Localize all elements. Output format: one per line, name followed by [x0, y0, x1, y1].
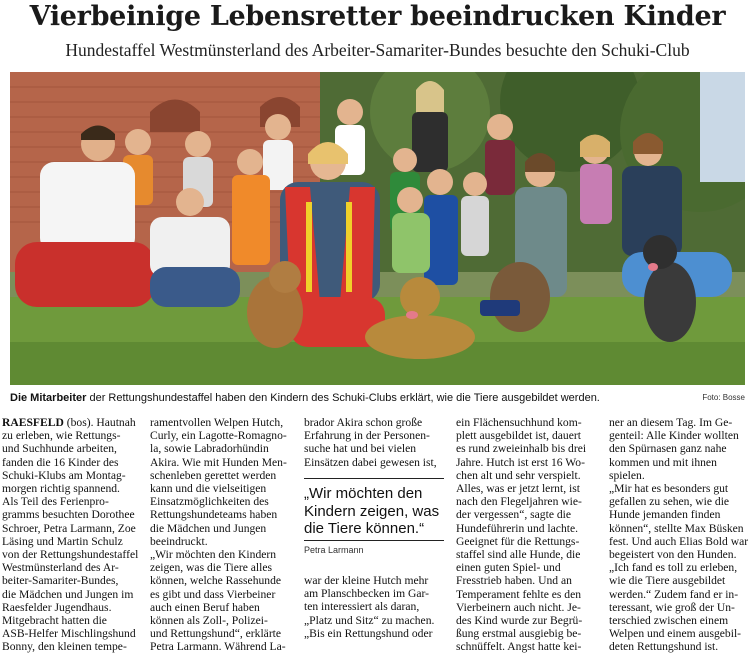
col5-line: gefallen zu sehen, wie die — [609, 495, 730, 509]
caption-text: der Rettungshundestaffel haben den Kindern des Schuki-Clubs erklärt, wie die Tiere ausgebildet werden. — [86, 392, 600, 404]
subheadline: Hundestaffel Westmünsterland des Arbeiter-Samariter-Bundes besuchte den Schuki-Club — [65, 40, 690, 60]
col2-line: und Rettungshund“, erklärte — [150, 627, 282, 641]
col3-line: suche hat und bei vielen — [304, 442, 417, 456]
col4-line: Geeignet für die Rettungs- — [456, 534, 580, 548]
column-3-bottom — [304, 574, 449, 640]
col3-line: am Planschbecken im Gar- — [304, 587, 430, 601]
col2-line: ramentvollen Welpen Hutch, — [150, 416, 284, 429]
col2-line: Rettungshundeteams haben — [150, 508, 278, 522]
col3-line: ten interessiert als daran, — [304, 600, 420, 614]
photo-credit: Foto: Bosse — [702, 393, 745, 402]
col4-line: nach den Flegeljahren wie- — [456, 495, 582, 509]
col5-line: Hunde jemanden finden — [609, 508, 721, 522]
col5-line: spielen. — [609, 468, 645, 482]
pull-quote-rule-top — [304, 478, 444, 479]
col1-line: Läsing und Martin Schulz — [2, 534, 123, 548]
col5-line: können“, stellte Max Büsken — [609, 521, 744, 535]
col4-line: schnüffelt. Angst hatte kei- — [456, 640, 582, 654]
pull-quote-author: Petra Larmann — [304, 544, 364, 555]
pull-quote-text: „Wir möchten den Kindern zeigen, was die Tiere können.“ — [304, 485, 440, 537]
col1-line: Bonny, den kleinen tempe- — [2, 640, 127, 654]
col5-line: den Spürnasen ganz nahe — [609, 442, 727, 456]
col1-line: Schroer, Petra Larmann, Zoe — [2, 521, 136, 535]
group-photo-icon — [10, 72, 745, 385]
column-1 — [2, 416, 139, 654]
col1-line: beiter-Samariter-Bundes, — [2, 574, 119, 588]
col2-line: schenleben gerettet werden — [150, 468, 277, 482]
col4-line: staffel sind alle Hunde, die — [456, 548, 581, 562]
col1-line: ASB-Helfer Mischlingshund — [2, 627, 136, 641]
col4-line: es rund zweieinhalb bis drei — [456, 442, 587, 456]
col1-line: von der Rettungshundestaffel — [2, 548, 139, 562]
col1-line: Westmünsterland des Ar- — [2, 561, 119, 575]
col5-line: „Mir hat es besonders gut — [609, 482, 729, 496]
col5-line: kommen und mit ihnen — [609, 455, 717, 469]
col2-line: können als Zoll-, Polizei- — [150, 614, 268, 628]
col5-line: genteil: Alle Kinder wollten — [609, 429, 739, 443]
col1-line: fanden die 16 Kinder des — [2, 455, 119, 469]
col5-line: fest. Und auch Elias Bold war — [609, 534, 749, 548]
col5-line: terschied zwischen einem — [609, 614, 729, 628]
col1-line: Mitgebracht hatten die — [2, 614, 107, 628]
col1-line: die Mädchen und Jungen im — [2, 587, 134, 601]
col1-line: zu erleben, wie Rettungs- — [2, 429, 121, 443]
col3-line: „Bis ein Rettungshund oder — [304, 626, 433, 640]
pull-quote — [304, 478, 444, 555]
col2-line: „Wir möchten den Kindern — [150, 548, 277, 562]
col3-line: „Platz und Sitz“ zu machen. — [304, 613, 435, 627]
col3-line: Erfahrung in der Personen- — [304, 429, 430, 443]
col5-line: teressant, wie groß der Un- — [609, 600, 735, 614]
column-4 — [456, 416, 593, 654]
col4-line: ßung erstmal ausgiebig be- — [456, 627, 582, 641]
dateline: RAESFELD — [2, 416, 64, 429]
col5-line: ner an diesem Tag. Im Ge- — [609, 416, 733, 429]
col5-line: Welpen und einem ausgebil- — [609, 627, 742, 641]
photo-caption — [10, 389, 745, 407]
col2-line: beeindruckt. — [150, 534, 208, 548]
col4-line: Temperament fehlte es den — [456, 587, 582, 601]
col4-line: plett ausgebildet ist, dauert — [456, 429, 581, 443]
col4-line: einen guten Spiel- und — [456, 561, 561, 575]
col4-line: ein Flächensuchhund kom- — [456, 416, 582, 429]
column-2 — [150, 416, 295, 654]
col3-line: brador Akira schon große — [304, 416, 423, 429]
col2-line: Einsatzmöglichkeiten des — [150, 495, 269, 509]
article-photo — [10, 72, 745, 385]
col1-line: und Suchhunde arbeiten, — [2, 442, 117, 456]
col5-line: deten Rettungshund ist. — [609, 640, 719, 654]
col4-line: Hundeführerin und lachte. — [456, 521, 579, 535]
col2-line: auch einen Beruf haben — [150, 600, 260, 614]
col1-line: Als Teil des Ferienpro- — [2, 495, 109, 509]
col2-line: können, welche Rassehunde — [150, 574, 282, 588]
col2-line: zeigen, was die Tiere alles — [150, 561, 273, 575]
col4-line: Vierbeinern auch nicht. Je- — [456, 600, 581, 614]
col4-line: chen alt und sehr verspielt. — [456, 468, 581, 482]
col4-line: der vergessen“, sagte die — [456, 508, 572, 522]
col3-line: war der kleine Hutch mehr — [304, 574, 429, 587]
col2-line: es gibt und dass Vierbeiner — [150, 587, 276, 601]
pull-quote-rule-bottom — [304, 540, 444, 541]
col2-line: Akira. Wie mit Hunden Men- — [150, 455, 287, 469]
col1-line: morgen richtig spannend. — [2, 482, 120, 496]
col5-line: begeistert von den Hunden. — [609, 548, 737, 562]
col2-line: kann und die vielseitigen — [150, 482, 267, 496]
column-3-top — [304, 416, 449, 469]
col5-line: werden.“ Zudem fand er in- — [609, 587, 739, 601]
col4-line: Jahre. Hutch ist erst 16 Wo- — [456, 455, 585, 469]
col4-line: Alles, was er jetzt lernt, ist — [456, 482, 580, 496]
caption-lead: Die Mitarbeiter — [10, 392, 87, 404]
col4-line: des Kind wurde zur Begrü- — [456, 614, 583, 628]
headline: Vierbeinige Lebensretter beeindrucken Kinder — [29, 1, 726, 32]
col1-line: Raesfelder Jugendhaus. — [2, 600, 112, 614]
column-5 — [609, 416, 753, 654]
col2-line: Petra Larmann. Während La- — [150, 640, 286, 654]
col1-line: gramms besuchten Dorothee — [2, 508, 135, 522]
col2-line: la, sowie Labradorhündin — [150, 442, 269, 456]
col2-line: Curly, ein Lagotte-Romagno- — [150, 429, 287, 443]
col4-line: Fresstrieb haben. Und an — [456, 574, 572, 588]
col5-line: „Ich fand es toll zu erleben, — [609, 561, 738, 575]
col1-line-0: RAESFELD (bos). Hautnah — [2, 416, 136, 429]
col2-line: die Mädchen und Jungen — [150, 521, 267, 535]
col5-line: wie die Tiere ausgebildet — [609, 574, 726, 588]
col3-line: Einsätzen dabei gewesen ist, — [304, 455, 437, 469]
col1-line: Schuki-Klubs am Montag- — [2, 468, 126, 482]
